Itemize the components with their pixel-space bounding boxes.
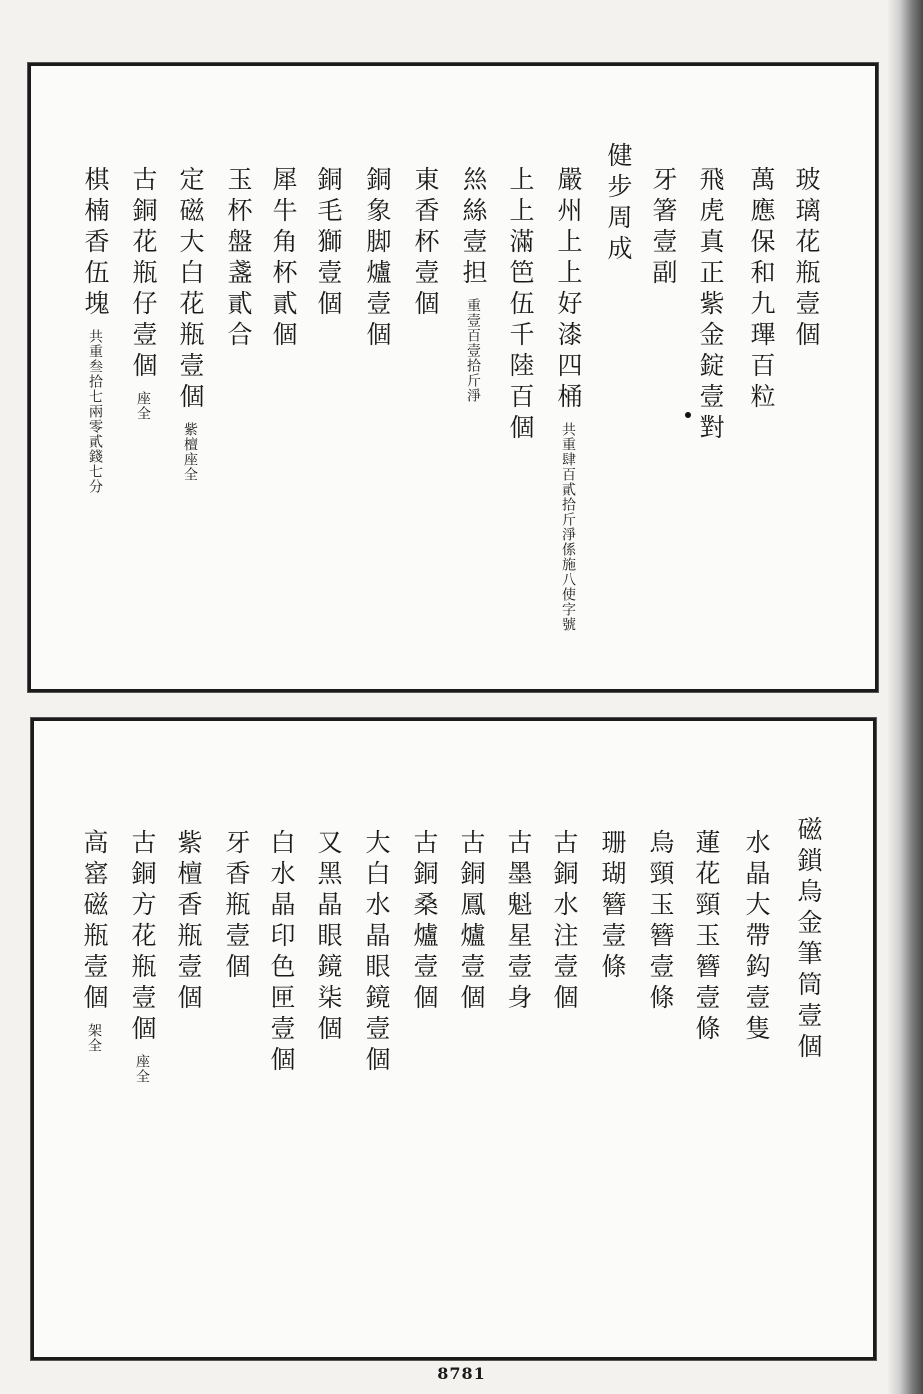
entry-text: 古銅水注壹個 bbox=[550, 829, 579, 1015]
entry-text: 牙箸壹副 bbox=[649, 166, 678, 290]
entry-text: 高窰磁瓶壹個 bbox=[80, 829, 109, 1015]
bottom-entry-6 bbox=[552, 829, 577, 1015]
top-entry-1 bbox=[794, 166, 819, 352]
entry-text: 古銅鳳爐壹個 bbox=[457, 829, 486, 1015]
top-entry-4 bbox=[651, 166, 676, 290]
top-entry-8 bbox=[461, 166, 486, 403]
entry-note: 共重叁拾七兩零貳錢七分 bbox=[87, 329, 103, 494]
bottom-entry-7 bbox=[506, 829, 531, 1015]
entry-text: 東香杯壹個 bbox=[411, 166, 440, 321]
top-page-frame bbox=[28, 63, 878, 692]
top-entry-12 bbox=[271, 166, 296, 352]
top-entry-14 bbox=[178, 166, 203, 482]
entry-text: 萬應保和九㻫百粒 bbox=[747, 166, 776, 414]
bottom-entry-13 bbox=[224, 829, 249, 984]
entry-text: 白水晶印色匣壹個 bbox=[267, 829, 296, 1077]
bottom-entry-9 bbox=[412, 829, 437, 1015]
entry-text: 紫檀香瓶壹個 bbox=[174, 829, 203, 1015]
entry-text: 古墨魁星壹身 bbox=[504, 829, 533, 1015]
top-entry-10 bbox=[365, 166, 390, 352]
top-entry-16 bbox=[83, 166, 108, 494]
entry-text: 水晶大帶鈎壹隻 bbox=[742, 829, 771, 1046]
bottom-entry-8 bbox=[459, 829, 484, 1015]
top-entry-5 bbox=[606, 142, 631, 266]
entry-note: 紫檀座全 bbox=[182, 422, 198, 482]
entry-text: 牙香瓶壹個 bbox=[222, 829, 251, 984]
bottom-page-frame bbox=[31, 718, 876, 1360]
bottom-entry-2 bbox=[744, 829, 769, 1046]
top-entry-6 bbox=[556, 166, 581, 632]
top-entry-11 bbox=[316, 166, 341, 321]
entry-text: 又黑晶眼鏡柒個 bbox=[314, 829, 343, 1046]
top-entry-9 bbox=[413, 166, 438, 321]
bottom-entry-15 bbox=[130, 829, 155, 1084]
top-entry-13 bbox=[226, 166, 251, 352]
entry-text: 銅毛獅壹個 bbox=[314, 166, 343, 321]
top-entry-7 bbox=[508, 166, 533, 445]
bottom-entry-14 bbox=[176, 829, 201, 1015]
entry-text: 古銅方花瓶壹個 bbox=[128, 829, 157, 1046]
entry-text: 珊瑚簪壹條 bbox=[598, 829, 627, 984]
bottom-entry-3 bbox=[694, 829, 719, 1046]
entry-note: 座全 bbox=[135, 391, 151, 421]
entry-text: 上上滿笆伍千陸百個 bbox=[506, 166, 535, 445]
entry-text: 定磁大白花瓶壹個 bbox=[176, 166, 205, 414]
page-number: 8781 bbox=[437, 1364, 486, 1383]
top-entry-15 bbox=[131, 166, 156, 421]
bottom-entry-11 bbox=[316, 829, 341, 1046]
bottom-entry-10 bbox=[364, 829, 389, 1077]
entry-text: 棋楠香伍塊 bbox=[81, 166, 110, 321]
entry-note: 共重肆百貳拾斤淨係施八使字號 bbox=[560, 422, 576, 632]
entry-text: 嚴州上上好漆四桶 bbox=[554, 166, 583, 414]
entry-text: 磁鎖烏金筆筒壹個 bbox=[794, 816, 823, 1064]
entry-text: 玉杯盤盞貳合 bbox=[224, 166, 253, 352]
entry-text: 烏頸玉簪壹條 bbox=[646, 829, 675, 1015]
book-binding-shadow bbox=[887, 0, 923, 1394]
entry-text: 𢇁絲壹担 bbox=[459, 166, 488, 290]
bottom-entry-16 bbox=[82, 829, 107, 1053]
entry-text: 古銅花瓶仔壹個 bbox=[129, 166, 158, 383]
entry-note: 座全 bbox=[134, 1054, 150, 1084]
entry-text: 健步周成 bbox=[604, 142, 633, 266]
bottom-entry-5 bbox=[600, 829, 625, 984]
entry-note: 重壹百壹拾斤淨 bbox=[465, 298, 481, 403]
ink-dot-mark bbox=[685, 412, 691, 418]
entry-text: 銅象脚爐壹個 bbox=[363, 166, 392, 352]
bottom-entry-4 bbox=[648, 829, 673, 1015]
entry-text: 飛虎真正紫金錠壹對 bbox=[696, 166, 725, 445]
entry-note: 架全 bbox=[86, 1023, 102, 1053]
entry-text: 蓮花頸玉簪壹條 bbox=[692, 829, 721, 1046]
bottom-entry-1 bbox=[796, 816, 821, 1064]
entry-text: 玻璃花瓶壹個 bbox=[792, 166, 821, 352]
entry-text: 古銅桑爐壹個 bbox=[410, 829, 439, 1015]
top-entry-3 bbox=[698, 166, 723, 445]
top-entry-2 bbox=[749, 166, 774, 414]
bottom-entry-12 bbox=[269, 829, 294, 1077]
entry-text: 犀牛角杯貳個 bbox=[269, 166, 298, 352]
entry-text: 大白水晶眼鏡壹個 bbox=[362, 829, 391, 1077]
